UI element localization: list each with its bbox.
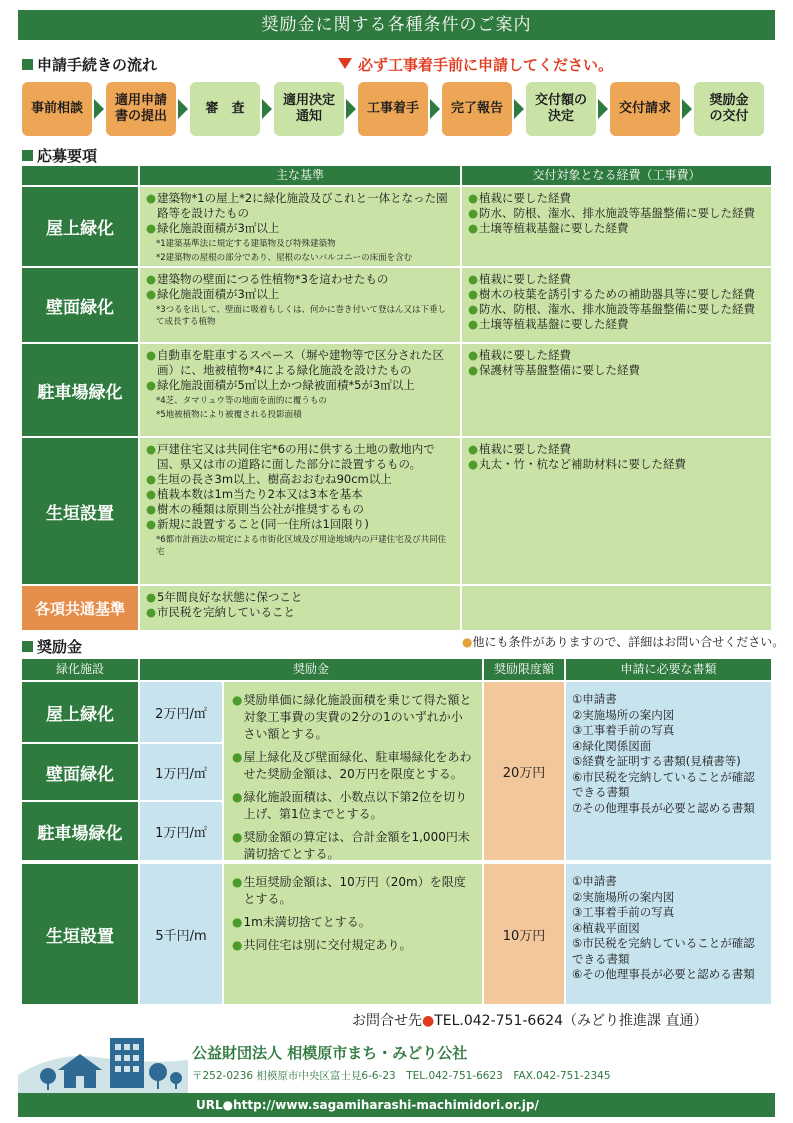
criteria-note: *4芝、タマリュウ等の地面を面的に覆うもの	[156, 396, 327, 406]
col-criteria: 主な基準	[140, 166, 460, 185]
bullet-dot-icon: ●	[232, 750, 243, 764]
col-costs: 交付対象となる経費（工事費）	[462, 166, 771, 185]
cost-item-text: 植栽に要した経費	[479, 442, 572, 456]
required-document: ②実施場所の案内図	[572, 889, 675, 904]
contact-tel[interactable]: TEL.042-751-6624（みどり推進課 直通）	[434, 1013, 708, 1029]
flow-arrow-icon	[682, 99, 692, 119]
grant-group1-text	[224, 682, 482, 860]
grant-rule-text: 奨励単価に緑化施設面積を乗じて得た額と対象工事費の実費の2分の1のいずれか小さい額とする。	[243, 693, 472, 741]
grant-group2-docs	[566, 864, 771, 1004]
grant-rule-text: 緑化施設面積は、小数点以下第2位を切り上げ、第1位までとする。	[243, 790, 468, 821]
grant-rule	[232, 874, 474, 908]
requirement-criteria	[140, 344, 460, 436]
flow-warning-text: 必ず工事着手前に申請してください。	[358, 56, 614, 74]
dot-icon: ●	[422, 1013, 435, 1029]
required-document: ③工事着手前の写真	[572, 723, 675, 737]
criteria-note: *1建築基準法に規定する建築物及び特殊建築物	[156, 239, 336, 249]
bullet-dot-icon: ●	[232, 693, 243, 707]
cost-item-text: 丸太・竹・杭など補助材料に要した経費	[479, 457, 687, 471]
required-document: ⑤経費を証明する書類(見積書等)	[572, 754, 741, 768]
bullet-dot-icon: ●	[146, 517, 157, 531]
cost-item-text: 植栽に要した経費	[479, 348, 572, 362]
cost-item	[468, 317, 765, 332]
requirement-costs	[462, 586, 771, 630]
grant-rule	[232, 937, 474, 954]
grant-rule-text: 奨励金額の算定は、合計金額を1,000円未満切捨てとする。	[243, 830, 470, 861]
more-conditions-note	[462, 633, 784, 650]
url-label: URL	[196, 1098, 223, 1112]
grant-rule-text: 屋上緑化及び壁面緑化、駐車場緑化をあわせた奨励金額は、20万円を限度とする。	[243, 750, 472, 781]
criteria-item-text: 建築物*1の屋上*2に緑化施設及びこれと一体となった園路等を設けたもの	[157, 191, 448, 220]
flow-step: 事前相談	[22, 82, 92, 136]
bullet-dot-icon: ●	[146, 287, 157, 301]
requirement-criteria	[140, 187, 460, 266]
flow-heading	[22, 54, 157, 75]
flow-step: 工事着手	[358, 82, 428, 136]
square-bullet-icon	[22, 150, 33, 161]
flow-steps	[22, 82, 773, 136]
grant-rule-text: 1m未満切捨てとする。	[243, 915, 371, 929]
bullet-dot-icon: ●	[468, 442, 479, 456]
grant-rate-parking: 1万円/㎡	[140, 802, 222, 860]
down-arrow-icon	[338, 58, 352, 69]
grant-rate-wall: 1万円/㎡	[140, 744, 222, 800]
requirement-costs	[462, 187, 771, 266]
criteria-note: *5地被植物により被覆される投影面積	[156, 410, 302, 420]
bullet-dot-icon: ●	[146, 191, 157, 205]
col-grant: 奨励金	[140, 659, 482, 680]
required-document: ③工事着手前の写真	[572, 905, 675, 919]
criteria-item-text: 緑化施設面積が5㎡以上かつ緑被面積*5が3㎡以上	[157, 378, 415, 392]
flow-step: 奨励金 の交付	[694, 82, 764, 136]
bullet-dot-icon: ●	[468, 287, 479, 301]
criteria-item	[146, 221, 454, 236]
flow-arrow-icon	[598, 99, 608, 119]
bullet-dot-icon: ●	[468, 221, 479, 235]
flow-step: 適用決定 通知	[274, 82, 344, 136]
cost-item	[468, 206, 765, 221]
requirement-criteria	[140, 438, 460, 584]
cost-item-text: 防水、防根、潅水、排水施設等基盤整備に要した経費	[479, 302, 756, 316]
required-document: ⑤市民税を完納していることが確認できる書類	[572, 936, 755, 966]
col-facility: 緑化施設	[22, 659, 138, 680]
bullet-dot-icon: ●	[468, 457, 479, 471]
more-note-text: 他にも条件がありますので、詳細はお問い合せください。	[472, 635, 785, 649]
criteria-item-text: 5年間良好な状態に保つこと	[157, 590, 303, 604]
flow-heading-text: 申請手続きの流れ	[37, 56, 158, 74]
url-link[interactable]: http://www.sagamiharashi-machimidori.or.jp/	[233, 1098, 539, 1112]
requirement-name: 生垣設置	[22, 438, 138, 584]
bullet-dot-icon: ●	[468, 191, 479, 205]
cost-item	[468, 287, 765, 302]
flow-step: 交付請求	[610, 82, 680, 136]
criteria-item-text: 建築物の壁面につる性植物*3を這わせたもの	[157, 272, 389, 286]
address-text: 〒252-0236 相模原市中央区富士見6-6-23	[192, 1070, 396, 1082]
grant-name-hedge: 生垣設置	[22, 864, 138, 1004]
bullet-dot-icon: ●	[146, 272, 157, 286]
bullet-dot-icon: ●	[146, 221, 157, 235]
grant-name-rooftop: 屋上緑化	[22, 682, 138, 742]
criteria-item-text: 緑化施設面積が3㎡以上	[157, 221, 280, 235]
flow-warning	[338, 54, 613, 75]
flow-arrow-icon	[178, 99, 188, 119]
cost-item-text: 植栽に要した経費	[479, 191, 572, 205]
flow-arrow-icon	[430, 99, 440, 119]
flow-step: 適用申請 書の提出	[106, 82, 176, 136]
criteria-item-text: 市民税を完納していること	[157, 605, 296, 619]
criteria-item-text: 新規に設置すること(同一住所は1回限り)	[157, 517, 369, 531]
col-docs: 申請に必要な書類	[566, 659, 771, 680]
required-document: ⑥市民税を完納していることが確認できる書類	[572, 769, 755, 799]
bullet-dot-icon: ●	[232, 875, 243, 889]
cost-item	[468, 191, 765, 206]
cost-item	[468, 272, 765, 287]
grant-rule	[232, 749, 474, 783]
flow-arrow-icon	[262, 99, 272, 119]
cost-item-text: 防水、防根、潅水、排水施設等基盤整備に要した経費	[479, 206, 756, 220]
criteria-item	[146, 272, 454, 287]
bullet-dot-icon: ●	[468, 206, 479, 220]
criteria-item	[146, 191, 454, 221]
bullet-dot-icon: ●	[468, 272, 479, 286]
requirement-costs	[462, 268, 771, 342]
criteria-item-text: 戸建住宅又は共同住宅*6の用に供する土地の敷地内で国、県又は市の道路に面した部分に設置するもの。	[157, 442, 435, 471]
square-bullet-icon	[22, 59, 33, 70]
flow-arrow-icon	[346, 99, 356, 119]
criteria-item	[146, 590, 454, 605]
required-document: ⑦その他理事長が必要と認める書類	[572, 800, 755, 815]
requirement-name: 駐車場緑化	[22, 344, 138, 436]
page-title: 奨励金に関する各種条件のご案内	[18, 10, 775, 40]
grant-rate-rooftop: 2万円/㎡	[140, 682, 222, 742]
requirement-costs	[462, 438, 771, 584]
criteria-item-text: 樹木の種類は原則当公社が推奨するもの	[157, 502, 365, 516]
cost-item-text: 土壌等植栽基盤に要した経費	[479, 221, 629, 235]
cost-item-text: 植栽に要した経費	[479, 272, 572, 286]
flow-step: 審 査	[190, 82, 260, 136]
requirement-name: 屋上緑化	[22, 187, 138, 266]
criteria-item	[146, 287, 454, 302]
town-illustration-icon	[18, 1030, 188, 1094]
bullet-dot-icon: ●	[468, 348, 479, 362]
dot-icon: ●	[462, 635, 473, 649]
col-limit: 奨励限度額	[484, 659, 564, 680]
flow-arrow-icon	[94, 99, 104, 119]
bullet-dot-icon: ●	[146, 487, 157, 501]
criteria-item	[146, 472, 454, 487]
bullet-dot-icon: ●	[232, 938, 243, 952]
url-band	[18, 1093, 775, 1117]
criteria-item	[146, 605, 454, 620]
cost-item	[468, 442, 765, 457]
cost-item	[468, 457, 765, 472]
bullet-dot-icon: ●	[232, 915, 243, 929]
bullet-dot-icon: ●	[146, 378, 157, 392]
organization-name: 公益財団法人 相模原市まち・みどり公社	[192, 1044, 468, 1062]
required-document: ①申請書	[572, 692, 617, 706]
criteria-item	[146, 442, 454, 472]
grant-group2-text	[224, 864, 482, 1004]
dot-icon: ●	[222, 1098, 234, 1112]
requirement-name: 壁面緑化	[22, 268, 138, 342]
grant-rule	[232, 914, 474, 931]
bullet-dot-icon: ●	[146, 442, 157, 456]
grant-rule-text: 共同住宅は別に交付規定あり。	[243, 938, 412, 952]
criteria-item	[146, 502, 454, 517]
flow-step: 完了報告	[442, 82, 512, 136]
cost-item	[468, 302, 765, 317]
required-document: ②実施場所の案内図	[572, 707, 675, 722]
footer-tel: TEL.042-751-6623	[406, 1070, 503, 1082]
bullet-dot-icon: ●	[232, 790, 243, 804]
col-blank	[22, 166, 138, 185]
cost-item-text: 土壌等植栽基盤に要した経費	[479, 317, 629, 331]
grant-group1-docs	[566, 682, 771, 860]
contact-line	[352, 1010, 708, 1030]
cost-item	[468, 363, 765, 378]
flow-arrow-icon	[514, 99, 524, 119]
required-document: ⑥その他理事長が必要と認める書類	[572, 967, 755, 981]
bullet-dot-icon: ●	[146, 472, 157, 486]
bullet-dot-icon: ●	[146, 605, 157, 619]
criteria-note: *3つるを出して、壁面に吸着もしくは、何かに巻き付いて登はん又は下垂して成長する植物	[156, 305, 446, 327]
bullet-dot-icon: ●	[146, 348, 157, 362]
grant-rate-hedge: 5千円/m	[140, 864, 222, 1004]
requirement-criteria	[140, 586, 460, 630]
grant-rule	[232, 789, 474, 823]
cost-item	[468, 221, 765, 236]
criteria-item-text: 植栽本数は1m当たり2本又は3本を基本	[157, 487, 363, 501]
square-bullet-icon	[22, 641, 33, 652]
bullet-dot-icon: ●	[468, 317, 479, 331]
criteria-item-text: 緑化施設面積が3㎡以上	[157, 287, 280, 301]
criteria-item	[146, 517, 454, 532]
contact-label: お問合せ先	[352, 1013, 422, 1029]
bullet-dot-icon: ●	[146, 590, 157, 604]
grant-heading	[22, 636, 82, 657]
cost-item-text: 保護材等基盤整備に要した経費	[479, 363, 641, 377]
bullet-dot-icon: ●	[468, 363, 479, 377]
bullet-dot-icon: ●	[468, 302, 479, 316]
bullet-dot-icon: ●	[232, 830, 243, 844]
criteria-item	[146, 378, 454, 393]
grant-rule	[232, 692, 474, 743]
grant-group2-limit: 10万円	[484, 864, 564, 1004]
flow-step: 交付額の 決定	[526, 82, 596, 136]
required-document: ①申請書	[572, 874, 617, 888]
cost-item	[468, 348, 765, 363]
grant-group1-limit: 20万円	[484, 682, 564, 860]
grant-rule	[232, 829, 474, 863]
requirement-criteria	[140, 268, 460, 342]
criteria-item-text: 自動車を駐車するスペース（塀や建物等で区分された区画）に、地被植物*4による緑化施設を設けたもの	[157, 348, 444, 377]
cost-item-text: 樹木の枝葉を誘引するための補助器具等に要した経費	[479, 287, 756, 301]
requirement-name: 各項共通基準	[22, 586, 138, 630]
criteria-note: *2建築物の屋根の部分であり、屋根のないバルコニーの床面を含む	[156, 253, 413, 263]
footer-fax: FAX.042-751-2345	[513, 1070, 611, 1082]
requirements-heading	[22, 145, 97, 166]
required-document: ④緑化関係図面	[572, 738, 652, 753]
bullet-dot-icon: ●	[146, 502, 157, 516]
requirement-costs	[462, 344, 771, 436]
grant-heading-text: 奨励金	[37, 638, 83, 656]
grant-name-parking: 駐車場緑化	[22, 802, 138, 860]
organization-address	[192, 1068, 611, 1083]
grant-rule-text: 生垣奨励金額は、10万円（20m）を限度とする。	[243, 875, 466, 906]
criteria-item	[146, 348, 454, 378]
grant-name-wall: 壁面緑化	[22, 744, 138, 800]
requirements-heading-text: 応募要項	[37, 147, 98, 165]
criteria-item-text: 生垣の長さ3m以上、樹高おおむね90cm以上	[157, 472, 392, 486]
required-document: ④植栽平面図	[572, 920, 640, 935]
criteria-note: *6都市計画法の規定による市街化区域及び用途地域内の戸建住宅及び共同住宅	[156, 535, 447, 557]
criteria-item	[146, 487, 454, 502]
